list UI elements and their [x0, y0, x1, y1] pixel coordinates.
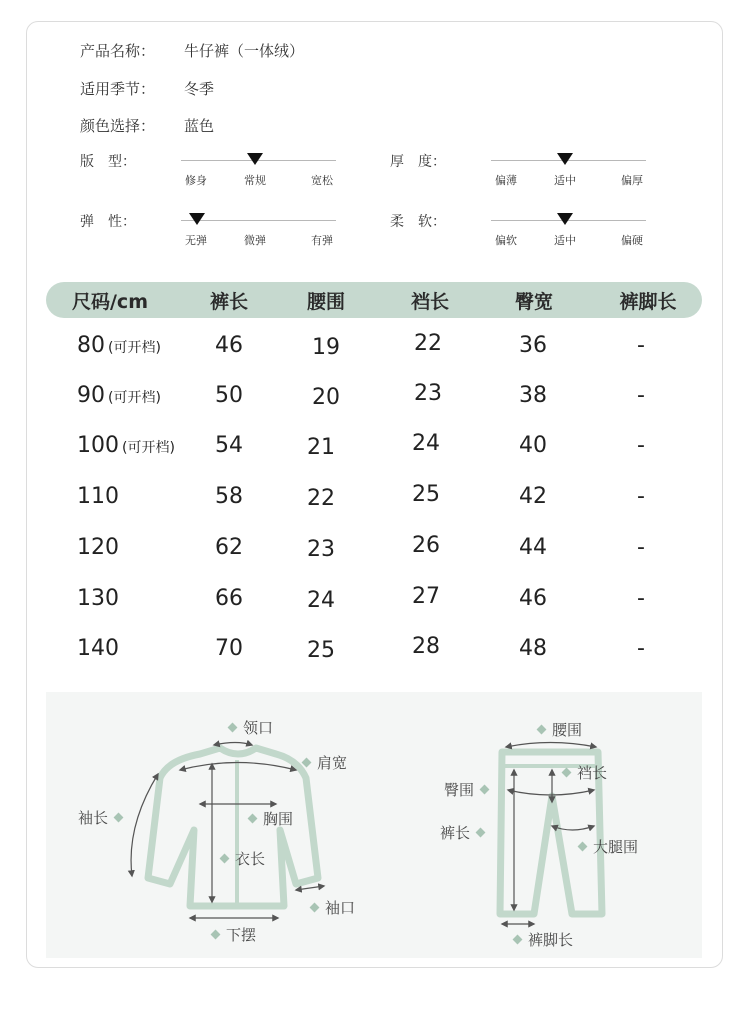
diamond-icon: [310, 903, 320, 913]
annotation-thigh-label: 大腿围: [593, 838, 639, 856]
size-cell: [77, 586, 122, 611]
hip-cell: 48: [519, 636, 547, 661]
fit-marker-icon: [247, 153, 263, 165]
leg-opening-cell: -: [637, 484, 645, 509]
color-value: 蓝色: [184, 117, 215, 135]
size-note: (可开档): [108, 390, 161, 406]
softness-label: 柔 软：: [390, 214, 446, 230]
diamond-icon: [114, 813, 124, 823]
rise-cell: 27: [412, 584, 440, 609]
size-value: 110: [77, 484, 119, 509]
table-row: [0, 433, 750, 473]
diamond-icon: [537, 725, 547, 735]
annotation-pant-length-label: 裤长: [440, 824, 471, 842]
pant-length-cell: 50: [215, 383, 243, 408]
pant-length-cell: 62: [215, 535, 243, 560]
pant-length-cell: 54: [215, 433, 243, 458]
header-waist: 腰围: [306, 291, 346, 313]
thickness-option: 适中: [554, 174, 576, 187]
thickness-option: 偏厚: [621, 174, 643, 187]
product-name-line: [80, 40, 304, 61]
hip-cell: 40: [519, 433, 547, 458]
leg-opening-cell: -: [637, 433, 645, 458]
rise-cell: 23: [414, 381, 442, 406]
header-rise: 裆长: [410, 291, 450, 313]
pant-length-cell: 66: [215, 586, 243, 611]
leg-opening-cell: -: [637, 636, 645, 661]
size-value: 90: [77, 383, 105, 408]
annotation-length-label: 衣长: [235, 850, 266, 868]
size-cell: [77, 433, 175, 458]
size-cell: [77, 333, 161, 358]
annotation-leg-opening: [507, 929, 573, 950]
hip-cell: 46: [519, 586, 547, 611]
leg-opening-cell: -: [637, 535, 645, 560]
annotation-waist: [531, 719, 582, 740]
annotation-shoulder: [296, 752, 347, 773]
table-row: [0, 636, 750, 676]
diamond-icon: [476, 828, 486, 838]
rise-cell: 28: [412, 634, 440, 659]
size-note: (可开档): [122, 440, 175, 456]
annotation-shoulder-label: 肩宽: [317, 754, 348, 772]
table-row: [0, 333, 750, 373]
measurement-diagram: [46, 692, 702, 958]
annotation-collar: [222, 717, 273, 738]
annotation-sleeve-length-label: 袖长: [78, 809, 109, 827]
waist-cell: 25: [307, 638, 335, 663]
diamond-icon: [302, 758, 312, 768]
pant-length-cell: 46: [215, 333, 243, 358]
header-hip: 臀宽: [514, 291, 554, 313]
header-pant-length: 裤长: [209, 291, 249, 313]
annotation-cuff: [304, 897, 355, 918]
rise-cell: 26: [412, 533, 440, 558]
size-value: 130: [77, 586, 119, 611]
pant-length-cell: 58: [215, 484, 243, 509]
size-cell: [77, 535, 122, 560]
annotation-collar-label: 领口: [243, 719, 274, 737]
diamond-icon: [578, 842, 588, 852]
hip-cell: 38: [519, 383, 547, 408]
fit-option: 修身: [185, 174, 207, 187]
annotation-hem-label: 下摆: [226, 926, 257, 944]
season-value: 冬季: [184, 80, 215, 98]
rise-cell: 24: [412, 431, 440, 456]
hip-cell: 42: [519, 484, 547, 509]
annotation-waist-label: 腰围: [552, 721, 583, 739]
fit-option: 宽松: [311, 174, 333, 187]
size-cell: [77, 383, 161, 408]
waist-cell: 22: [307, 486, 335, 511]
size-note: (可开档): [108, 340, 161, 356]
header-leg-opening: 裤脚长: [619, 291, 677, 313]
thickness-marker-icon: [557, 153, 573, 165]
diamond-icon: [513, 935, 523, 945]
diamond-icon: [228, 723, 238, 733]
leg-opening-cell: -: [637, 383, 645, 408]
annotation-chest: [242, 808, 293, 829]
annotation-rise-label: 裆长: [577, 764, 608, 782]
softness-option: 适中: [554, 234, 576, 247]
diamond-icon: [248, 814, 258, 824]
diamond-icon: [220, 854, 230, 864]
table-row: [0, 586, 750, 626]
annotation-rise: [556, 762, 607, 783]
thickness-label: 厚 度：: [390, 154, 446, 170]
fit-label: 版 型：: [80, 154, 136, 170]
annotation-cuff-label: 袖口: [325, 899, 356, 917]
annotation-pant-length: [440, 822, 491, 843]
size-value: 120: [77, 535, 119, 560]
waist-cell: 24: [307, 588, 335, 613]
fit-option: 常规: [244, 174, 266, 187]
annotation-leg-opening-label: 裤脚长: [528, 931, 574, 949]
waist-cell: 19: [312, 335, 340, 360]
table-row: [0, 383, 750, 423]
thickness-option: 偏薄: [495, 174, 517, 187]
size-value: 140: [77, 636, 119, 661]
rise-cell: 25: [412, 482, 440, 507]
size-cell: [77, 484, 122, 509]
table-row: [0, 484, 750, 524]
softness-marker-icon: [557, 213, 573, 225]
elasticity-option: 无弹: [185, 234, 207, 247]
softness-option: 偏硬: [621, 234, 643, 247]
season-line: [80, 78, 214, 99]
waist-cell: 21: [307, 435, 335, 460]
elasticity-marker-icon: [189, 213, 205, 225]
product-name-label: 产品名称：: [80, 42, 156, 60]
size-cell: [77, 636, 122, 661]
elasticity-label: 弹 性：: [80, 214, 136, 230]
diamond-icon: [211, 930, 221, 940]
annotation-hip-label: 臀围: [444, 781, 475, 799]
pant-length-cell: 70: [215, 636, 243, 661]
header-size: 尺码/cm: [71, 291, 149, 313]
waist-cell: 20: [312, 385, 340, 410]
elasticity-option: 微弹: [244, 234, 266, 247]
color-line: [80, 115, 214, 136]
softness-option: 偏软: [495, 234, 517, 247]
diamond-icon: [480, 785, 490, 795]
product-name-value: 牛仔裤（一体绒）: [184, 42, 305, 60]
annotation-hem: [205, 924, 256, 945]
size-table-header: [46, 282, 702, 318]
annotation-length: [214, 848, 265, 869]
leg-opening-cell: -: [637, 586, 645, 611]
diamond-icon: [562, 768, 572, 778]
season-label: 适用季节：: [80, 80, 156, 98]
hip-cell: 44: [519, 535, 547, 560]
rise-cell: 22: [414, 331, 442, 356]
annotation-thigh: [572, 836, 638, 857]
annotation-chest-label: 胸围: [263, 810, 294, 828]
table-row: [0, 535, 750, 575]
color-label: 颜色选择：: [80, 117, 156, 135]
leg-opening-cell: -: [637, 333, 645, 358]
hip-cell: 36: [519, 333, 547, 358]
annotation-hip: [444, 779, 495, 800]
size-value: 80: [77, 333, 105, 358]
size-value: 100: [77, 433, 119, 458]
annotation-sleeve-length: [78, 807, 129, 828]
waist-cell: 23: [307, 537, 335, 562]
elasticity-option: 有弹: [311, 234, 333, 247]
